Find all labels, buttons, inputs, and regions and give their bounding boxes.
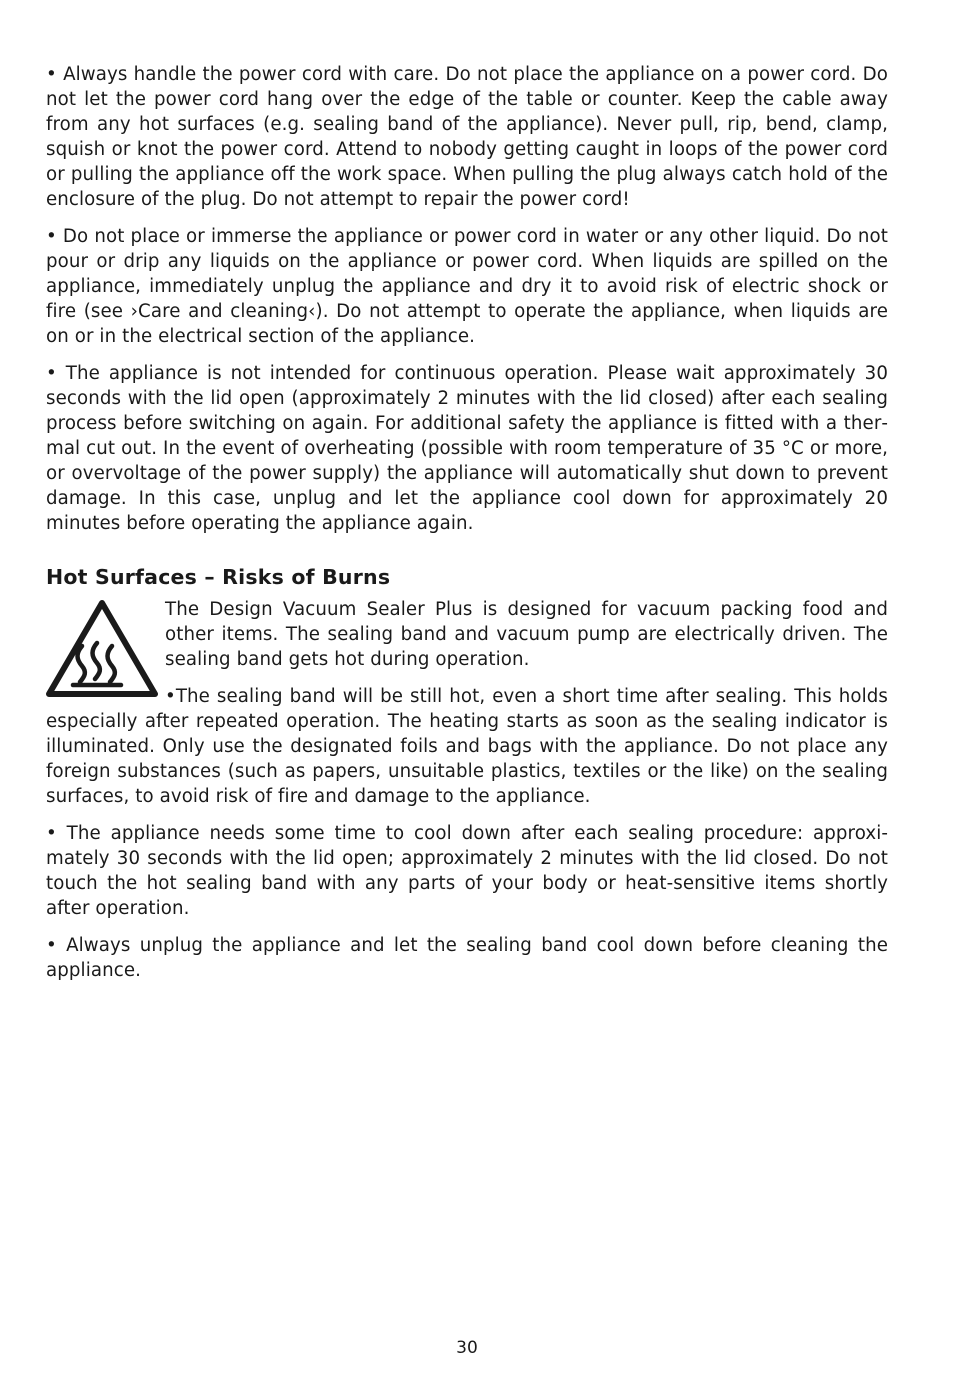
- section-intro: The Design Vacuum Sealer Plus is designed for vacuum packing food and other items. The sealing band and vacuum pump are electrically driven. The sealing band gets hot during operation.: [165, 599, 888, 670]
- bullet-cool-down: • The appliance needs some time to cool down after each sealing procedure: approximately 30 seconds with the lid open; approximately 2 minutes with the lid closed. Do not touch the hot sealing band with any parts of your body or heat-sensitive items shortly after operation.: [46, 823, 888, 919]
- hot-surface-section: [46, 597, 888, 809]
- paragraph-continuous-operation: • The appliance is not intended for continuous operation. Please wait approximately 30 seconds with the lid open (approximately 2 minutes with the lid closed) after each sealing process before switching on again. For additional safety the appliance is fitted with a thermal cut out. In the event of overheating (possible with room temperature of 35 °C or more, or overvoltage of the power supply) the appliance will automatically shut down to prevent damage. In this case, unplug and let the appliance cool down for approximately 20 minutes before operating the appliance again.: [46, 363, 888, 534]
- paragraph-liquids: • Do not place or immerse the appliance or power cord in water or any other liquid. Do not pour or drip any liquids on the appliance or power cord. When liquids are spilled on the appliance, immediately unplug the appliance and dry it to avoid risk of electric shock or fire (see ›Care and cleaning‹). Do not attempt to operate the appliance, when liquids are on or in the electrical section of the appliance.: [46, 226, 888, 347]
- hot-surface-warning-icon: [45, 598, 159, 700]
- bullet-sealing-band-hot: •The sealing band will be still hot, even a short time after sealing. This holds especially after repeated operation. The heating starts as soon as the sealing indicator is illuminated. Only use the designated foils and bags with the appliance. Do not place any foreign substances (such as papers, unsuitable plastics, textiles or the like) on the sealing surfaces, to avoid risk of fire and damage to the appliance.: [46, 686, 888, 807]
- page-number: 30: [456, 1338, 478, 1358]
- bullet-unplug-before-cleaning: • Always unplug the appliance and let the sealing band cool down before cleaning the appliance.: [46, 935, 888, 981]
- paragraph-power-cord: • Always handle the power cord with care. Do not place the appliance on a power cord. Do not let the power cord hang over the edge of the table or counter. Keep the cable away from any hot surfaces (e.g. sealing band of the appliance). Never pull, rip, bend, clamp, squish or knot the power cord. Attend to nobody getting caught in loops of the power cord or pulling the appliance off the work space. When pulling the plug always catch hold of the enclosure of the plug. Do not attempt to repair the power cord!: [46, 64, 888, 210]
- document-page: [46, 62, 888, 995]
- section-title: Hot Surfaces – Risks of Burns: [46, 565, 391, 589]
